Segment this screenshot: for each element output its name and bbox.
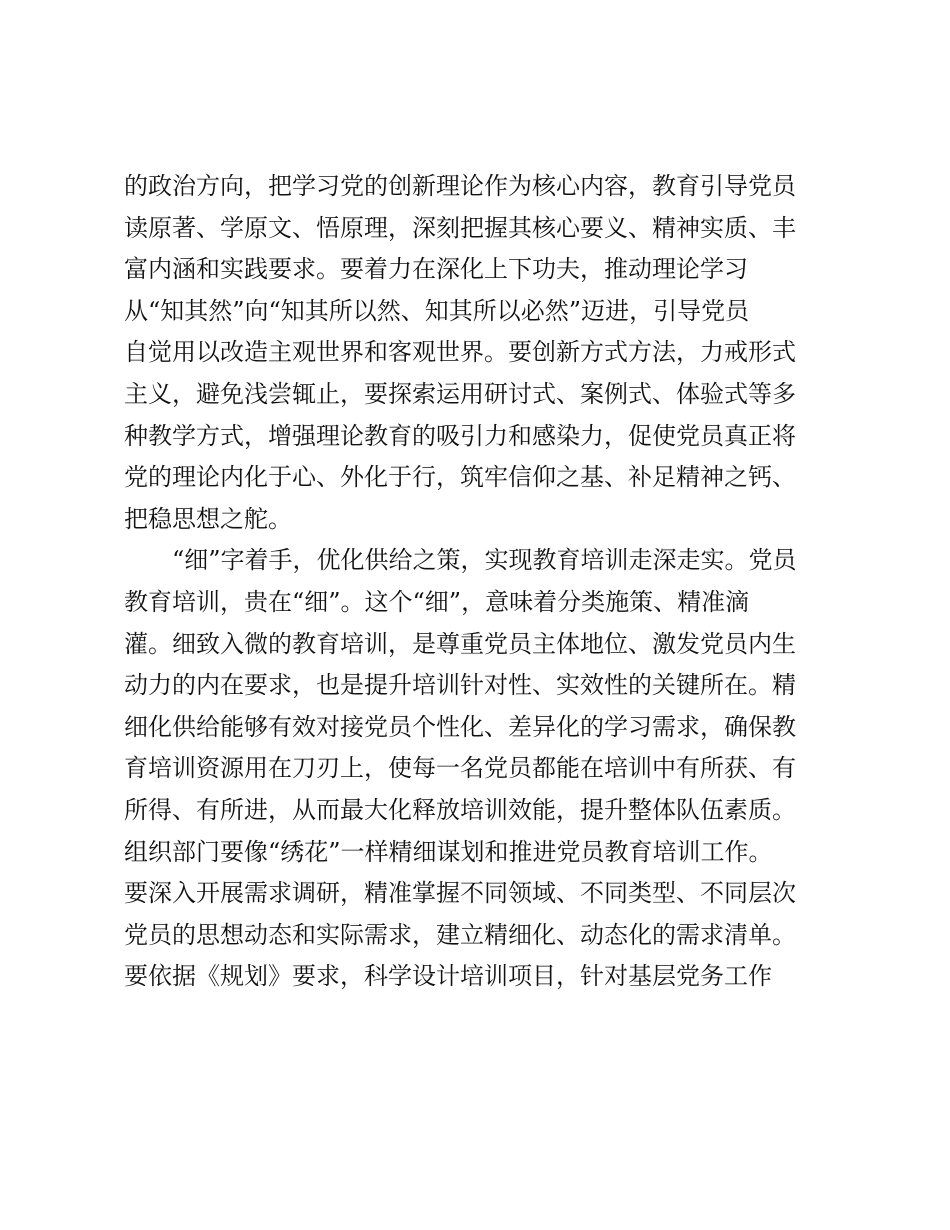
- text-line: 组织部门要像“绣花”一样精细谋划和推进党员教育培训工作。: [124, 837, 773, 866]
- text-line: 主义，避免浅尝辄止，要探索运用研讨式、案例式、体验式等多: [124, 379, 796, 408]
- text-line: 育培训资源用在刀刃上，使每一名党员都能在培训中有所获、有: [124, 754, 796, 783]
- text-line: 党员的思想动态和实际需求，建立精细化、动态化的需求清单。: [124, 920, 796, 949]
- document-body: [124, 166, 844, 998]
- text-line: 富内涵和实践要求。要着力在深化上下功夫，推动理论学习: [124, 255, 748, 284]
- text-line: 所得、有所进，从而最大化释放培训效能，提升整体队伍素质。: [124, 795, 796, 824]
- text-line: 灌。细致入微的教育培训，是尊重党员主体地位、激发党员内生: [124, 629, 796, 658]
- text-line: 要依据《规划》要求，科学设计培训项目，针对基层党务工作: [124, 962, 772, 991]
- paragraph-1: [124, 166, 844, 540]
- text-line: 党的理论内化于心、外化于行，筑牢信仰之基、补足精神之钙、: [124, 463, 796, 492]
- paragraph-2: [124, 540, 844, 998]
- text-line: 的政治方向，把学习党的创新理论作为核心内容，教育引导党员: [124, 172, 796, 200]
- text-line: 要深入开展需求调研，精准掌握不同领域、不同类型、不同层次: [124, 879, 796, 908]
- text-line: “细”字着手，优化供给之策，实现教育培训走深走实。党员: [172, 546, 797, 575]
- text-line: 读原著、学原文、悟原理，深刻把握其核心要义、精神实质、丰: [124, 213, 796, 242]
- text-line: 从“知其然”向“知其所以然、知其所以必然”迈进，引导党员: [124, 296, 750, 325]
- text-line: 动力的内在要求，也是提升培训针对性、实效性的关键所在。精: [124, 671, 796, 700]
- text-line: 细化供给能够有效对接党员个性化、差异化的学习需求，确保教: [124, 712, 796, 741]
- text-line: 种教学方式，增强理论教育的吸引力和感染力，促使党员真正将: [124, 421, 796, 450]
- text-line: 自觉用以改造主观世界和客观世界。要创新方式方法，力戒形式: [124, 338, 796, 367]
- text-line: 教育培训，贵在“细”。这个“细”，意味着分类施策、精准滴: [124, 587, 750, 616]
- text-line: 把稳思想之舵。: [124, 504, 292, 533]
